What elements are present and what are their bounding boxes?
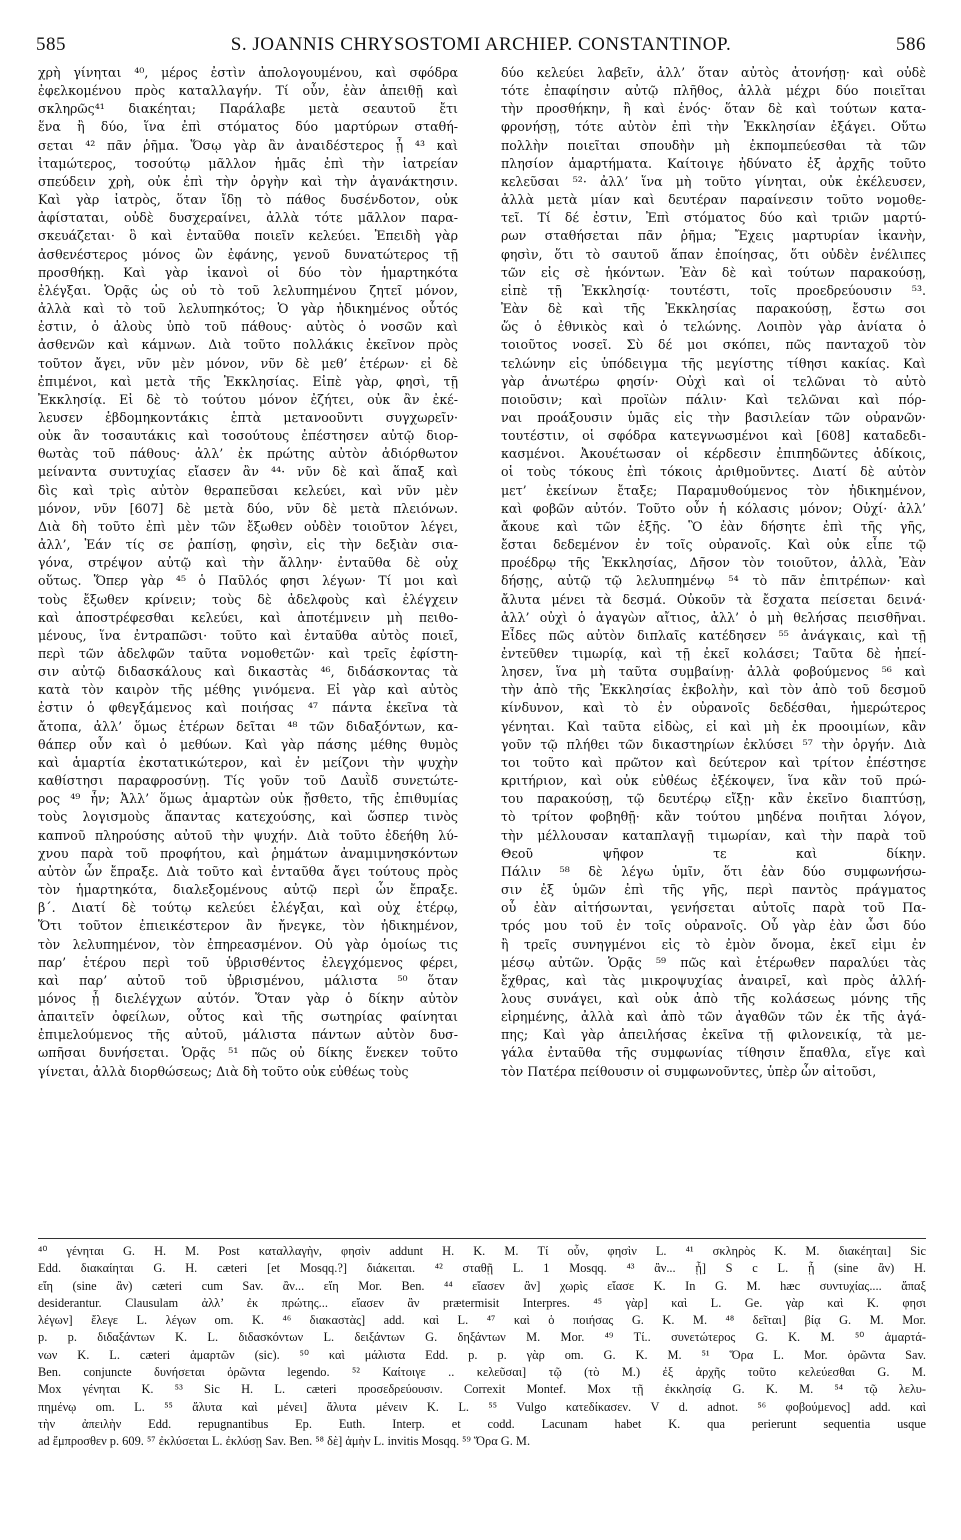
text-line: τοιοῦτος νοσεῖ. Σὺ δέ μοι σκόπει, πῶς πανταχοῦ τὸν xyxy=(501,337,926,353)
footnote-line: τὴν ἀπειλὴν Edd. repugnantibus Ep. Euth. Interp. et codd. Lacunam habet K. qua perierunt sequentia usque xyxy=(38,1416,926,1431)
text-line: γὰρ ἀνωτέρω φησίν· Οὐχὶ καὶ οἱ τελῶναι τὸ αὐτὸ xyxy=(501,373,926,389)
text-line: δύο κελεύει λαβεῖν, ἀλλ’ ὅταν αὐτὸς ἀτονήσῃ· καὶ οὐδὲ xyxy=(501,65,926,80)
text-line: ἐντεῦθεν τιμωρίᾳ, καὶ τῇ ἐκεῖ κολάσει; Ταῦτα δὲ ἠπεί- xyxy=(501,646,926,661)
text-line: κριτήριον, καὶ οὐκ εὐθέως ἐξέκοψεν, ἵνα κἂν τοῦ πρώ- xyxy=(501,773,926,789)
text-line: τελώνην εἰς ὑπόδειγμα τῆς μεγίστης τίθησι κακίας. Καὶ xyxy=(501,355,926,371)
text-line: πης; Καὶ γὰρ ἀπειλήσας ἐκεῖνα τῇ φιλονεικίᾳ, τὰ με- xyxy=(501,1027,926,1043)
text-line: τῶν εἰς σὲ ἡκόντων. Ἐὰν δὲ καὶ τούτων παρακούσῃ, xyxy=(501,264,926,280)
text-line: ἕνα ἢ δύο, ἵνα ἐπὶ στόματος δύο μαρτύρων σταθή- xyxy=(38,119,458,135)
text-line: τουτέστιν, οἱ σφόδρα κατεγνωσμένοι καὶ [608] καταδεδι- xyxy=(501,428,926,444)
text-line: τὸν Πατέρα πείθουσιν οἱ συμφωνοῦντες, ὑπὲρ ὧν αἰτοῦσι, xyxy=(501,1063,877,1079)
text-line: τοῦτον ἄγει, νῦν μὲν μόνον, νῦν δὲ μεθ’ ἑτέρων· εἰ δὲ xyxy=(38,355,458,371)
text-line: του παρακούσῃ, τῷ δευτέρῳ εἴξῃ· κἂν ἐκεῖνο διαπτύσῃ, xyxy=(501,791,926,807)
text-line: οὗ ἐὰν αἰτήσωνται, γενήσεται αὐτοῖς παρὰ τοῦ Πα- xyxy=(501,900,926,916)
footnote-line: λέγων] ἔλεγε L. λέγων om. K. ⁴⁶ διακαστὰς] add. καὶ L. ⁴⁷ καὶ ὁ ποιήσας G. K. M. ⁴⁸ δεῖται] βίᾳ G. M. Mor. xyxy=(38,1313,926,1328)
text-line: πλησίον ἁμαρτήματα. Καίτοιγε ἠδύνατο ἐξ ἀρχῆς τοῦτο xyxy=(501,155,926,171)
text-line: γάλα ἐνταῦθα τῆς συμφωνίας τίθησιν ἔπαθλα, εἴγε καὶ xyxy=(501,1045,926,1061)
right-text-column xyxy=(501,64,926,1236)
text-line: ποιοῦσιν; καὶ προϊὼν πάλιν· Καὶ τελῶναι καὶ πόρ- xyxy=(501,391,926,407)
text-line: ἐλέγξαι. Ὁρᾷς ὡς οὐ τὸ τοῦ λελυπημένου ζητεῖ μόνον, xyxy=(38,282,458,298)
text-line: μένους, ἵνα ἐντραπῶσι· τοῦτο καὶ ἐνταῦθα αὐτὸς ποιεῖ, xyxy=(38,627,458,643)
text-line: καὶ παρ’ αὐτοῦ τοῦ ὑβρισμένου, μάλιστα ⁵⁰ ὅταν xyxy=(38,972,458,988)
text-line: λησεν, ἵνα μὴ ταῦτα συμβαίνῃ· ἀλλὰ φοβούμενος ⁵⁶ καὶ xyxy=(501,664,926,680)
text-line: κασμένοι. Ἀκουέτωσαν οἱ κέρδεσιν ἐπιπηδῶντες ἀδίκοις, xyxy=(501,446,926,462)
running-header xyxy=(36,34,926,60)
text-line: πολλὴν ποιεῖται σπουδὴν μὴ ἐκπομπεύεσθαι τὰ τῶν xyxy=(501,137,926,153)
footnote-line: νων K. L. cæteri ἁμαρτῶν (sic). ⁵⁰ καὶ μάλιστα Edd. p. p. γὰρ om. G. K. M. ⁵¹ Ὅρα L. Mor. ὁρῶντα Sav. xyxy=(38,1347,926,1362)
text-line: εἰρημένης, ἀλλὰ καὶ ἀπὸ τῶν ἀγαθῶν τῶν ἐκ τῆς ἀγά- xyxy=(501,1009,926,1025)
text-line: γόνα, στρέψον αὐτῷ καὶ τὴν ἄλλην· ἐνταῦθα δὲ οὐχ xyxy=(38,555,458,571)
text-line: σεται ⁴² πᾶν ῥῆμα. Ὅσῳ γὰρ ἂν ἀναιδέστερος ᾖ ⁴³ καὶ xyxy=(38,137,458,153)
text-line: ἀλλ’ οὐχὶ ὁ ἀγαγὼν αἴτιος, ἀλλ’ ὁ μὴ θελήσας πεισθῆναι. xyxy=(501,609,926,625)
text-line: τοὺς λογισμοὺς ἅπαντας κατεχούσης, καὶ ὥσπερ τινὸς xyxy=(38,809,458,825)
text-line: γοῦν τῷ πλήθει τῶν δικαστηρίων ἐκλύσει ⁵⁷ τὴν ὀργήν. Διὰ xyxy=(501,736,926,752)
text-line: τρός μου τοῦ ἐν τοῖς οὐρανοῖς. Οὗ γὰρ ἐὰν ὦσι δύο xyxy=(501,918,926,934)
text-line: εἰπὲ τῇ Ἐκκλησίᾳ· τουτέστι, τοῖς προεδρεύουσιν ⁵³. xyxy=(501,282,926,298)
text-line: κελεῦσαι ⁵²· ἀλλ’ ἵνα μὴ τοῦτο γίνηται, οὐκ ἐκέλευσεν, xyxy=(501,173,926,189)
footnote-line: p. p. διδαξάντων K. L. διδασκόντων L. δειξάντων G. δηξάντων M. Mor. ⁴⁹ Τί.. συνετώτερος G. K. M. ⁵⁰ ἁμαρτά- xyxy=(38,1330,926,1345)
text-line: ἀφίσταται, οὐδὲ δυσχεραίνει, ἀλλὰ τότε μᾶλλον παρα- xyxy=(38,210,458,226)
footnote-line: ad ἔμπροσθεν p. 609. ⁵⁷ ἐκλύσεται L. ἐκλύσῃ Sav. Ben. ⁵⁸ δὲ] ἀμὴν L. invitis Mosqq. ⁵⁹ Ὅρα G. M. xyxy=(38,1434,531,1449)
text-line: τοι τοῦτο καὶ πρῶτον καὶ δεύτερον καὶ τρίτον ἐπέστησε xyxy=(501,754,926,770)
text-line: λους συνάγει, καὶ οὐκ ἀπὸ τῆς κολάσεως μόνης τῆς xyxy=(501,990,926,1006)
left-text-column xyxy=(38,64,458,1236)
text-line: ἐστιν, ὁ ἁλοὺς ὑπὸ τοῦ πάθους· αὐτὸς ὁ νοσῶν καὶ xyxy=(38,319,458,335)
text-line: τὸ τρίτον φοβηθῇ· κἂν τούτου μηδένα ποιῆται λόγον, xyxy=(501,809,926,825)
text-line: ἐπιμένοι, καὶ μετὰ τῆς Ἐκκλησίας. Εἰπὲ γὰρ, φησὶ, τῇ xyxy=(38,373,458,389)
text-line: Ἐὰν δὲ καὶ τῆς Ἐκκλησίας παρακούσῃ, ἔστω σοι xyxy=(501,301,926,317)
footnote-line: εἴη (sine ἂν) cæteri cum Sav. ἂν... εἴη Mor. Ben. ⁴⁴ εἴασεν ἂν] χωρὶς εἴασε K. In G. M. hæc συντυχίας.... ἅπαξ xyxy=(38,1278,926,1293)
text-line: φησὶν, ὅτι τὸ σαυτοῦ ἅπαν ἐποίησας, ὅτι οὐδὲν ἐνέλιπες xyxy=(501,246,926,262)
text-line: κίνδυνον, καὶ τὸ ἐν οὐρανοῖς δεδέσθαι, ἡμερώτερος xyxy=(501,700,926,716)
footnote-line: desiderantur. Clausulam ἀλλ’ ἐκ πρώτης... εἴασεν ἂν prætermisit Interpres. ⁴⁵ γὰρ] καὶ L. Ge. γὰρ καὶ K. φησι xyxy=(38,1295,926,1310)
text-line: ἀλλ’, Ἐάν τίς σε ῥαπίσῃ, φησὶν, εἰς τὴν δεξιὰν σια- xyxy=(38,537,458,553)
text-line: μόνον, νῦν [607] δὲ μετὰ δύο, νῦν δὲ μετὰ πλειόνων. xyxy=(38,500,458,516)
text-line: οἱ τοὺς τόκους ἐπὶ τόκοις ἀριθμοῦντες. Διατί δὲ αὐτὸν xyxy=(501,464,926,480)
text-line: ἀπαιτεῖν ὀφείλων, οὗτος καὶ τῆς σωτηρίας φαίνηται xyxy=(38,1009,458,1025)
text-line: ἔσται δεδεμένον ἐν τοῖς οὐρανοῖς. Καὶ οὐκ εἶπε τῷ xyxy=(501,537,926,553)
text-line: δήσῃς, αὐτῷ τῷ λελυπημένῳ ⁵⁴ τὸ πᾶν ἐπιτρέπων· καὶ xyxy=(501,573,926,589)
running-title: S. JOANNIS CHRYSOSTOMI ARCHIEP. CONSTANTINOP. xyxy=(230,34,732,55)
page-number-left: 585 xyxy=(36,34,66,55)
text-line: μόνος ᾖ διελέγχων αὐτόν. Ὅταν γὰρ ὁ δίκην αὐτὸν xyxy=(38,990,458,1006)
text-line: δὶς καὶ τρὶς αὐτὸν θεραπεῦσαι κελεύει, καὶ νῦν μὲν xyxy=(38,482,458,498)
text-line: ἔχθρας, καὶ τὰς μικροψυχίας ἀναιρεῖ, καὶ πρὸς ἀλλή- xyxy=(501,972,926,988)
text-line: μετ’ ἐκείνων ἔταξε; Παραμυθούμενος τὸν ἠδικημένον, xyxy=(501,482,926,498)
text-line: τότε ἐπαφίησιν αὐτῷ πλῆθος, ἀλλὰ μέχρι δύο ποιεῖται xyxy=(501,83,926,99)
text-line: καὶ ἀποστρέφεσθαι κελεύει, καὶ ἀποτέμνειν μὴ πειθο- xyxy=(38,609,458,625)
text-line: ἀλλὰ καὶ τὸ τοῦ λελυπηκότος; Ὁ γὰρ ἠδικημένος οὗτός xyxy=(38,301,458,317)
text-line: Ὅτι τοῦτον ἐπιεικέστερον ἂν ἤνεγκε, τὸν ἠδικημένον, xyxy=(38,918,458,934)
text-line: θάπερ οὖν καὶ ὁ μεθύων. Καὶ γὰρ πάσης μέθης θυμὸς xyxy=(38,736,458,752)
text-line: οὐκ ἂν τοσαυτάκις καὶ τοσούτους ἐπέστησεν αὐτῷ διορ- xyxy=(38,428,458,444)
text-line: προσθήκῃ. Καὶ γὰρ ἱκανοὶ οἱ δύο τὸν ἡμαρτηκότα xyxy=(38,264,458,280)
text-line: σιν ἐξ ὑμῶν ἐπὶ τῆς γῆς, περὶ παντὸς πράγματος xyxy=(501,882,926,898)
text-line: ἐφελκομένου πρὸς καταλλαγήν. Τί οὖν, ἐὰν ἀπειθῇ καὶ xyxy=(38,83,458,99)
text-line: Ἐκκλησίᾳ. Εἰ δὲ τὸ τούτου μόνον ἐζήτει, οὐκ ἂν ἐκέ- xyxy=(38,391,458,407)
text-line: χρὴ γίνηται ⁴⁰, μέρος ἐστὶν ἀπολογουμένου, καὶ σφόδρα xyxy=(38,65,458,80)
text-line: ἄτοπα, ἀλλ’ ὅμως ἑτέρων δεῖται ⁴⁸ τῶν διδαξόντων, κα- xyxy=(38,718,458,734)
text-line: τεῖ. Τί δέ ἐστιν, Ἐπὶ στόματος δύο καὶ τριῶν μαρτύ- xyxy=(501,210,926,226)
footnote-line: Ben. conjuncte δυνήσεται ὁρῶντα legendo. ⁵² Καίτοιγε .. κελεῦσαι] τῷ (τὸ M.) ἐξ ἀρχῆς τοῦτο κελεύεσθαι G. M. xyxy=(38,1365,926,1380)
text-line: ὥς ὁ ἐθνικὸς καὶ ὁ τελώνης. Λοιπὸν γὰρ ἀνίατα ὁ xyxy=(501,319,926,335)
text-line: Διὰ δὴ τοῦτο ἐπὶ μὲν τῶν ἔξωθεν οὐδὲν τοιοῦτον λέγει, xyxy=(38,518,458,534)
footnotes xyxy=(38,1238,926,1533)
text-line: αὐτὸν ὧν ἔπραξε. Διὰ τοῦτο καὶ ἐνταῦθα ἄγει τούτους πρὸς xyxy=(38,863,458,879)
text-line: ωπῆσαι δυνήσεται. Ὁρᾷς ⁵¹ πῶς οὐ δίκης ἕνεκεν τοῦτο xyxy=(38,1045,458,1061)
text-line: ἀσθενέστερος μόνος ὢν ἐφάνης, γενοῦ δυνατώτερος τῇ xyxy=(38,246,458,262)
footnote-line: Mox γένηται K. ⁵³ Sic H. L. cæteri προσεδρεύουσιν. Correxit Montef. Mox τῇ ἐκκλησίᾳ G. K. M. ⁵⁴ τῷ λελυ- xyxy=(38,1382,926,1397)
page-number-right: 586 xyxy=(896,34,926,55)
text-line: καὶ φοβῶν αὐτόν. Τοῦτο οὖν ἡ κόλασις μόνον; Οὐχί· ἀλλ’ xyxy=(501,500,926,516)
footnote-line: πημένῳ om. L. ⁵⁵ ἄλυτα καὶ μένει] ἄλυτα μένειν K. L. ⁵⁵ Vulgo κατεδίκασεν. V d. adnot. ⁵⁶ φοβούμενος] add. καὶ xyxy=(38,1399,926,1414)
text-line: τὸν λελυπημένον, τὸν ἐπηρεασμένον. Οὐ γὰρ ὁμοίως τις xyxy=(38,936,458,952)
text-line: καθίστησι παραφροσύνῃ. Τίς γοῦν τοῦ Δαυῒδ συνετώτε- xyxy=(38,773,458,789)
text-line: σκευάζεται· ὃ καὶ ἐνταῦθα ποιεῖν κελεύει. Ἐπειδὴ γὰρ xyxy=(38,228,458,244)
text-line: καὶ ἁμαρτία ἐκστατικώτερον, καὶ ἐν μείζονι τὴν ψυχὴν xyxy=(38,754,458,770)
text-line: σπεύδειν χρὴ, οὐκ ἐπὶ τὴν ὀργὴν καὶ τὴν ἀγανάκτησιν. xyxy=(38,173,458,189)
text-line: Πάλιν ⁵⁸ δὲ λέγω ὑμῖν, ὅτι ἐὰν δύο συμφωνήσω- xyxy=(501,863,926,879)
text-line: μείναντα συντυχίας εἴασεν ἂν ⁴⁴· νῦν δὲ καὶ ἅπαξ καὶ xyxy=(38,464,458,480)
text-line: σκληρῶς⁴¹ διακέηται; Παράλαβε μετὰ σεαυτοῦ ἔτι xyxy=(38,101,458,117)
text-line: τὴν μέλλουσαν καταπλαγῇ τιμωρίαν, καὶ τὴν παρὰ τοῦ xyxy=(501,827,926,843)
text-line: ρων σταθήσεται πᾶν ῥῆμα; Ἔχεις μαρτυρίαν ἱκανὴν, xyxy=(501,228,926,244)
text-line: ρος ⁴⁹ ἦν; Ἀλλ’ ὅμως ἁμαρτὼν οὐκ ᾔσθετο, τῆς ἐπιθυμίας xyxy=(38,791,458,807)
text-line: χνου παρὰ τοῦ προφήτου, καὶ ῥημάτων ἀναμιμνησκόντων xyxy=(38,845,458,861)
text-line: τοὺς ἔξωθεν κρίνειν; τοὺς δὲ ἀδελφοὺς καὶ ἐλέγχειν xyxy=(38,591,458,607)
text-line: τὴν ἀπὸ τῆς Ἐκκλησίας ἐκβολὴν, καὶ τὸν ἀπὸ τοῦ δεσμοῦ xyxy=(501,682,926,698)
text-line: ἄλυτα μένει τὰ δεσμά. Οὐκοῦν τὰ ἔσχατα πείσεται δεινά· xyxy=(501,591,926,607)
text-line: τὴν προσθήκην, ἢ καὶ ἑνός· ὅταν δὲ καὶ τούτων κατα- xyxy=(501,101,926,117)
text-line: ναι προάξουσιν ὑμᾶς εἰς τὴν βασιλείαν τῶν οὐρανῶν· xyxy=(501,409,926,425)
text-line: Εἶδες πῶς αὐτὸν διπλαῖς κατέδησεν ⁵⁵ ἀνάγκαις, καὶ τῇ xyxy=(501,627,926,643)
text-line: ἀσθενῶν καὶ κάμνων. Διὰ τοῦτο πολλάκις ἐκεῖνον πρὸς xyxy=(38,337,458,353)
text-line: καπνοῦ πληρούσης αὐτοῦ τὴν ψυχήν. Διὰ τοῦτο ἐδεήθη λύ- xyxy=(38,827,458,843)
text-line: Θεοῦ ψῆφον τε καὶ δίκην. xyxy=(501,845,926,861)
text-line: γίνεται, ἀλλὰ διορθώσεως; Διὰ δὴ τοῦτο οὐκ εὐθέως τοὺς xyxy=(38,1063,409,1079)
text-line: ἄκουε καὶ τῶν ἑξῆς. Ὃ ἐὰν δήσητε ἐπὶ τῆς γῆς, xyxy=(501,518,926,534)
text-line: φρονήσῃ, τότε αὐτὸν ἐπὶ τὴν Ἐκκλησίαν ἐξάγει. Οὕτω xyxy=(501,119,926,135)
text-line: κατὰ τὸν καιρὸν τῆς μέθης γινόμενα. Εἰ γὰρ καὶ αὐτὸς xyxy=(38,682,458,698)
text-line: Καὶ γὰρ ἰατρὸς, ὅταν ἴδῃ τὸ πάθος δυσένδοτον, οὐκ xyxy=(38,192,458,208)
text-line: προέδρῳ τῆς Ἐκκλησίας, Δῆσον τὸν τοιοῦτον, ἀλλὰ, Ἐὰν xyxy=(501,555,926,571)
text-line: οὕτως. Ὅπερ γὰρ ⁴⁵ ὁ Παῦλός φησι λέγων· Τί μοι καὶ xyxy=(38,573,458,589)
text-line: β΄. Διατί δὲ τούτῳ κελεύει ἐλέγξαι, καὶ οὐχ ἑτέρῳ, xyxy=(38,900,458,916)
text-line: γένηται. Καὶ ταῦτα εἰδὼς, εἰ καὶ μὴ ἐκ προοιμίων, κἂν xyxy=(501,718,926,734)
text-line: θωτὰς τοῦ πάθους· ἀλλ’ ἐκ πρώτης αὐτὸν ἀδιόρθωτον xyxy=(38,446,458,462)
text-line: λευσεν ἑβδομηκοντάκις ἑπτὰ μετανοοῦντι συγχωρεῖν· xyxy=(38,409,458,425)
text-line: ἰταμώτερος, τοσούτῳ μᾶλλον ἡμᾶς ἐπὶ τὴν ἰατρείαν xyxy=(38,155,458,171)
text-line: ἢ τρεῖς συνηγμένοι εἰς τὸ ἐμὸν ὄνομα, ἐκεῖ εἰμι ἐν xyxy=(501,936,926,952)
text-line: ἀλλὰ μετὰ μίαν καὶ δευτέραν παραίνεσιν τοῦτο νομοθε- xyxy=(501,192,926,208)
footnote-line: ⁴⁰ γένηται G. H. M. Post καταλλαγὴν, φησὶν addunt H. K. M. Τί οὖν, φησὶν L. ⁴¹ σκληρὸς K. M. διακέηται] Sic xyxy=(38,1244,926,1258)
text-line: ἐστιν ὁ φθεγξάμενος καὶ ποιήσας ⁴⁷ πάντα ἐκεῖνα τὰ xyxy=(38,700,458,716)
text-line: ἐπιμελούμενος τῆς αὐτοῦ, μάλιστα πάντων αὐτὸν δυσ- xyxy=(38,1027,458,1043)
text-line: τὸν ἡμαρτηκότα, διαλεξομένους αὐτῷ περὶ ὧν ἔπραξε. xyxy=(38,882,458,898)
text-line: παρ’ ἑτέρου περὶ τοῦ ὑβρισθέντος ἐλεγχόμενος φέρει, xyxy=(38,954,458,970)
text-line: σιν αὐτῷ διδασκάλους καὶ δικαστὰς ⁴⁶, διδάσκοντας τὰ xyxy=(38,664,458,680)
text-line: μέσῳ αὐτῶν. Ὁρᾷς ⁵⁹ πῶς καὶ ἑτέρωθεν παραλύει τὰς xyxy=(501,954,926,970)
text-line: περὶ τῶν ἀδελφῶν ταῦτα νομοθετῶν· καὶ τρεῖς ἐφίστη- xyxy=(38,646,458,661)
footnote-line: Edd. διακαίηται G. H. cæteri [et Mosqq.?] διάκειται. ⁴² σταθῇ L. 1 Mosqq. ⁴³ ἂν... ᾖ] S c L. ᾖ (sine ἂν) H. xyxy=(38,1261,926,1276)
